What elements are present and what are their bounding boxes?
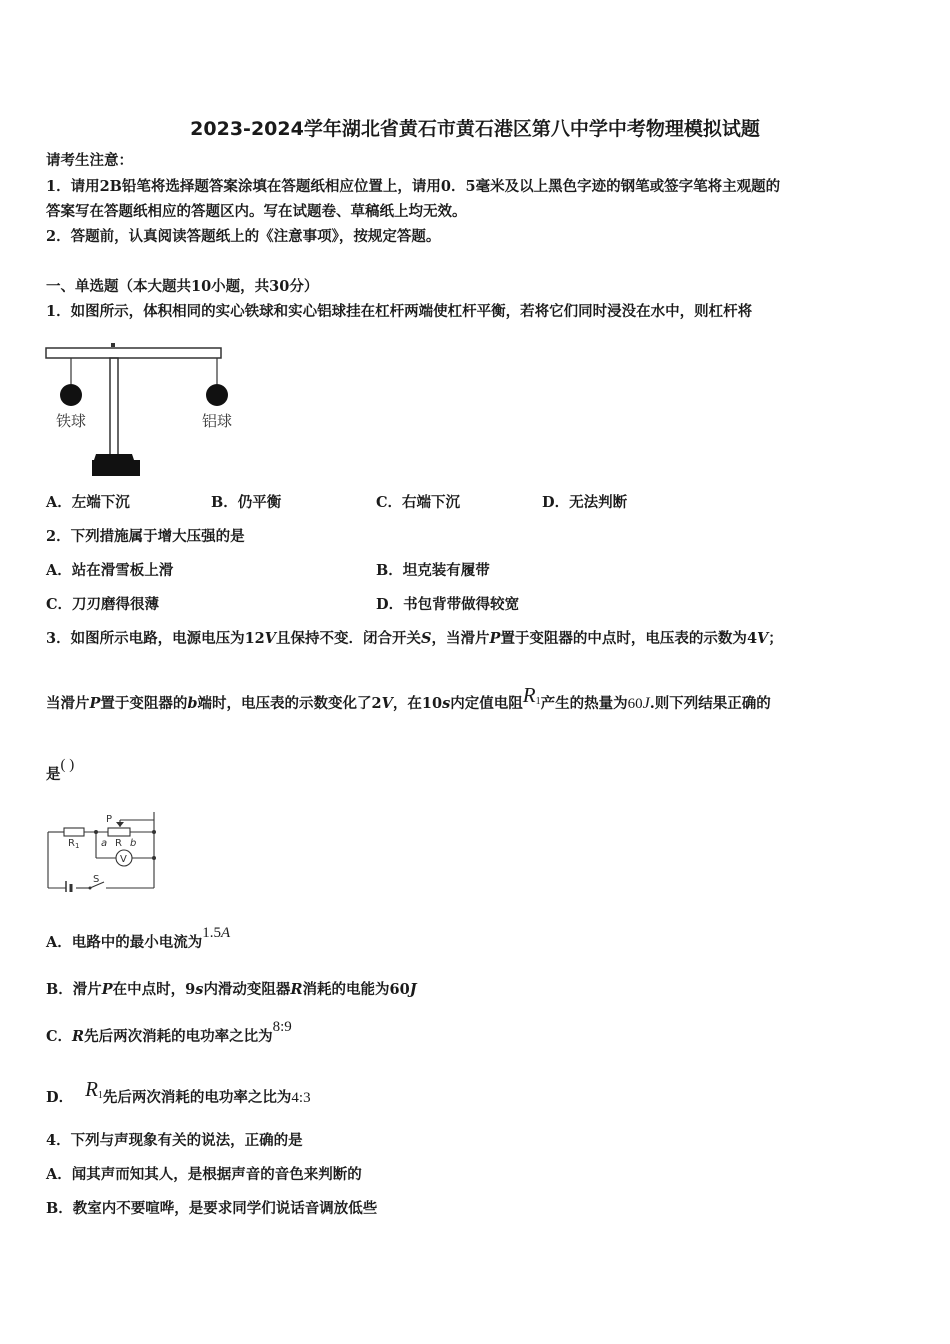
question-3-stem-line2 bbox=[46, 683, 771, 717]
math-subscript: 1 bbox=[97, 1090, 103, 1101]
math-ratio: 8:9 bbox=[272, 1019, 292, 1035]
text: 先后两次消耗的电功率之比为 bbox=[84, 1028, 273, 1045]
option-b bbox=[46, 981, 417, 999]
blank-parens: ( ) bbox=[60, 757, 75, 773]
text: 3．如图所示电路，电源电压为 bbox=[46, 630, 245, 647]
symbol: R bbox=[72, 1028, 85, 1045]
circuit-figure bbox=[44, 808, 164, 892]
math-subscript: 1 bbox=[535, 696, 541, 707]
text: ，在 bbox=[392, 695, 422, 712]
option-c: C．右端下沉 bbox=[376, 494, 461, 511]
math-value: 1.5 bbox=[202, 925, 221, 941]
voltmeter-label: V bbox=[120, 854, 127, 865]
text: 当滑片 bbox=[46, 695, 90, 712]
value: 4 bbox=[746, 630, 758, 647]
unit: V bbox=[381, 695, 393, 712]
switch-label: S bbox=[93, 874, 100, 885]
option-a bbox=[46, 925, 231, 952]
math-symbol: R bbox=[85, 1077, 98, 1101]
value: 12 bbox=[244, 630, 265, 647]
symbol: b bbox=[187, 695, 198, 712]
question-4-stem: 4．下列与声现象有关的说法，正确的是 bbox=[46, 1132, 303, 1149]
option-d: D．书包背带做得较宽 bbox=[376, 596, 520, 613]
option-a: A．站在滑雪板上滑 bbox=[46, 562, 174, 579]
iron-ball-label: 铁球 bbox=[56, 412, 87, 430]
unit: V bbox=[264, 630, 277, 647]
option-a: A．左端下沉 bbox=[46, 494, 130, 511]
text: 消耗的电能为 bbox=[302, 981, 390, 998]
question-1-stem: 1．如图所示，体积相同的实心铁球和实心铝球挂在杠杆两端使杠杆平衡，若将它们同时浸没在水中，则杠杆将 bbox=[46, 303, 753, 320]
math-value: 60 bbox=[627, 696, 643, 712]
option-c bbox=[46, 1019, 292, 1046]
question-2-stem: 2．下列措施属于增大压强的是 bbox=[46, 528, 245, 545]
symbol: R bbox=[290, 981, 303, 998]
value: 60 bbox=[389, 981, 410, 998]
page-title: 2023-2024学年湖北省黄石市黄石港区第八中学中考物理模拟试题 bbox=[190, 118, 760, 140]
text: ，当滑片 bbox=[431, 630, 490, 647]
unit: V bbox=[757, 630, 769, 647]
text: 内滑动变阻器 bbox=[203, 981, 291, 998]
question-3-stem-line1 bbox=[46, 630, 783, 648]
text: ； bbox=[768, 630, 783, 647]
math-symbol: R bbox=[522, 683, 536, 707]
text: D． bbox=[46, 1089, 74, 1106]
unit: J bbox=[409, 981, 417, 998]
option-b: B．教室内不要喧哗，是要求同学们说话音调放低些 bbox=[46, 1200, 378, 1217]
lever-figure bbox=[44, 340, 234, 480]
value: 2 bbox=[371, 695, 382, 712]
notice-heading: 请考生注意： bbox=[46, 152, 133, 169]
aluminum-ball-label: 铝球 bbox=[202, 412, 233, 430]
text: B．滑片 bbox=[46, 981, 102, 998]
section-heading: 一、单选题（本大题共10小题，共30分） bbox=[46, 278, 319, 295]
text: 先后两次消耗的电功率之比为 bbox=[102, 1089, 292, 1106]
text: 内定值电阻 bbox=[450, 695, 523, 712]
text: 置于变阻器的 bbox=[100, 695, 188, 712]
rheostat-label: R bbox=[115, 838, 122, 849]
option-d: D．无法判断 bbox=[542, 494, 628, 511]
slider-label: P bbox=[106, 814, 113, 825]
notice-line: 答案写在答题纸相应的答题区内。写在试题卷、草稿纸上均无效。 bbox=[46, 203, 467, 220]
text: 是 bbox=[46, 766, 61, 783]
math-ratio: 4:3 bbox=[291, 1090, 311, 1106]
text: A．电路中的最小电流为 bbox=[46, 934, 203, 951]
symbol: S bbox=[421, 630, 432, 647]
unit: s bbox=[442, 695, 451, 712]
question-3-stem-line3 bbox=[46, 757, 75, 784]
text: 在中点时， bbox=[112, 981, 186, 998]
terminal-a-label: a bbox=[101, 838, 108, 849]
math-symbol: R bbox=[68, 838, 75, 849]
symbol: P bbox=[101, 981, 113, 998]
text: C． bbox=[46, 1028, 73, 1045]
value: 9 bbox=[185, 981, 196, 998]
value: 10 bbox=[421, 695, 443, 712]
option-a: A．闻其声而知其人，是根据声音的音色来判断的 bbox=[46, 1166, 362, 1183]
text: .则下列结果正确的 bbox=[649, 695, 771, 712]
option-d bbox=[46, 1077, 311, 1111]
math-unit: J bbox=[642, 695, 650, 712]
text: 产生的热量为 bbox=[540, 695, 628, 712]
resistor-r1-label bbox=[68, 838, 79, 850]
text: 置于变阻器的中点时，电压表的示数为 bbox=[500, 630, 747, 647]
text: 端时，电压表的示数变化了 bbox=[197, 695, 372, 712]
math-unit: A bbox=[221, 925, 231, 941]
symbol: P bbox=[89, 695, 101, 712]
option-b: B．仍平衡 bbox=[211, 494, 282, 511]
option-c: C．刀刃磨得很薄 bbox=[46, 596, 160, 613]
option-b: B．坦克装有履带 bbox=[376, 562, 490, 579]
notice-line: 1．请用2B铅笔将选择题答案涂填在答题纸相应位置上，请用0．5毫米及以上黑色字迹的钢笔或签字笔将主观题的 bbox=[46, 178, 781, 195]
math-subscript: 1 bbox=[74, 842, 80, 850]
text: 且保持不变．闭合开关 bbox=[276, 630, 422, 647]
terminal-b-label: b bbox=[130, 838, 137, 849]
notice-line: 2．答题前，认真阅读答题纸上的《注意事项》，按规定答题。 bbox=[46, 228, 441, 245]
symbol: P bbox=[489, 630, 501, 647]
unit: s bbox=[195, 981, 204, 998]
